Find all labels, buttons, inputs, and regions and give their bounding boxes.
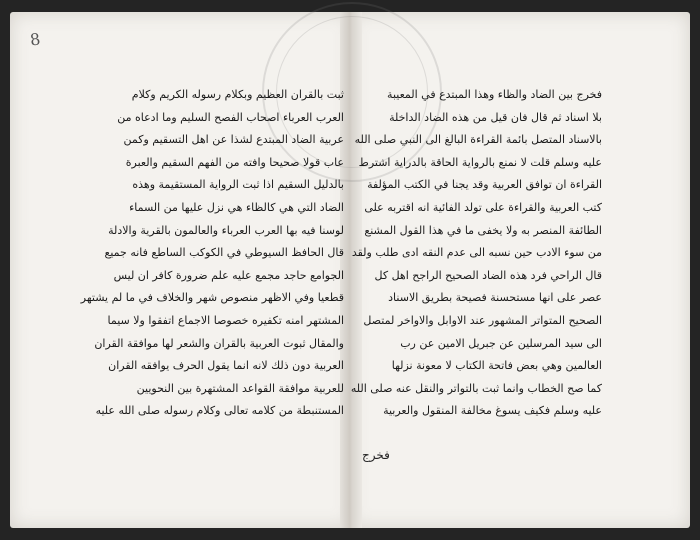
text-line: عليه وسلم قلت لا نمنع بالرواية الحاقة بالدراية اشترط (358, 155, 602, 169)
text-line: فخرج بين الضاد والظاء وهذا المبتدع في المعيبة (387, 88, 602, 101)
text-line: عاب قولا صحيحا وافته من الفهم السقيم والعبرة (125, 155, 344, 169)
text-line: بالاسناد المتصل بائمة القراءة البالغ الى النبي صلى الله (354, 133, 602, 147)
catchword: فخرج (362, 448, 390, 462)
text-line: عليه وسلم فكيف يسوغ مخالفة المنقول والعربية (383, 404, 602, 418)
text-line: ثبت بالقران العظيم وبكلام رسوله الكريم وكلام (131, 88, 344, 101)
text-line: كتب العربية والقراءة على تولد الفائية انه اقتربه على (364, 200, 602, 214)
text-line: الى سيد المرسلين عن جبريل الامين عن رب (400, 336, 602, 350)
text-line: قطعيا وفي الاظهر منصوص شهر والخلاف في ما لم يشتهر (80, 291, 344, 305)
text-line: العالمين وهي بعض فاتحة الكتاب لا معونة نزلها (391, 359, 602, 373)
folio-number: 8 (28, 29, 42, 50)
text-line: للعربية موافقة القواعد المشتهرة بين النحويين (136, 381, 344, 395)
text-line: العربية دون ذلك لانه انما يقول الحرف يوافقه القران (108, 359, 344, 373)
text-line: والمقال ثبوت العربية بالقران والشعر لها موافقة القران (94, 336, 344, 350)
text-line: بالدليل السقيم اذا ثبت الرواية المستقيمة وهذه (132, 178, 344, 192)
text-line: كما صح الخطاب وانما ثبت بالتواتر والنقل عنه صلى الله (350, 381, 602, 395)
text-line: المستنبطة من كلامه تعالى وكلام رسوله صلى الله عليه (95, 404, 344, 418)
text-line: بلا اسناد ثم قال فان قيل من هذه الضاد الداخلة (389, 110, 602, 124)
text-line: الجوامع حاجد مجمع عليه علم ضرورة كافر ان ليس (113, 268, 344, 282)
text-line: عربية الضاد المبتدع لشذا عن اهل التسقيم وكمن (123, 133, 344, 147)
text-line: قال الراحي فرد هذه الضاد الصحيح الراجح اهل كل (374, 268, 602, 282)
right-page-text (350, 84, 602, 423)
text-line: من سوء الادب حين نسبه الى عدم النقه ادى طلب ولقد (351, 246, 602, 260)
text-line: قال الحافظ السيوطي في الكوكب الساطع فانه جميع (104, 246, 344, 260)
text-line: المشتهر امنه تكفيره خصوصا الاجماع اتفقوا ولا سيما (107, 313, 344, 327)
text-line: عصر على انها مستحسنة فصيحة بطريق الاسناد (388, 291, 602, 305)
text-line: القراءة ان توافق العربية وقد يجنا في الكتب المؤلفة (367, 178, 602, 192)
text-line: العرب العرباء اصحاب الفصح السليم وما ادعاه من (117, 110, 344, 124)
text-line: الصحيح المتواتر المشهور عند الاوابل والاواخر لمتصل (363, 313, 602, 327)
text-line: الضاد التي هي كالظاء هي نزل عليها من السماء (129, 200, 344, 214)
left-page-text (80, 84, 344, 423)
text-line: لوسنا فيه بها العرب العرباء والعالمون بالقرية والادلة (108, 223, 344, 237)
text-line: الطائفة المنصر به ولا يخفى ما في هذا القول المشنع (364, 223, 602, 237)
